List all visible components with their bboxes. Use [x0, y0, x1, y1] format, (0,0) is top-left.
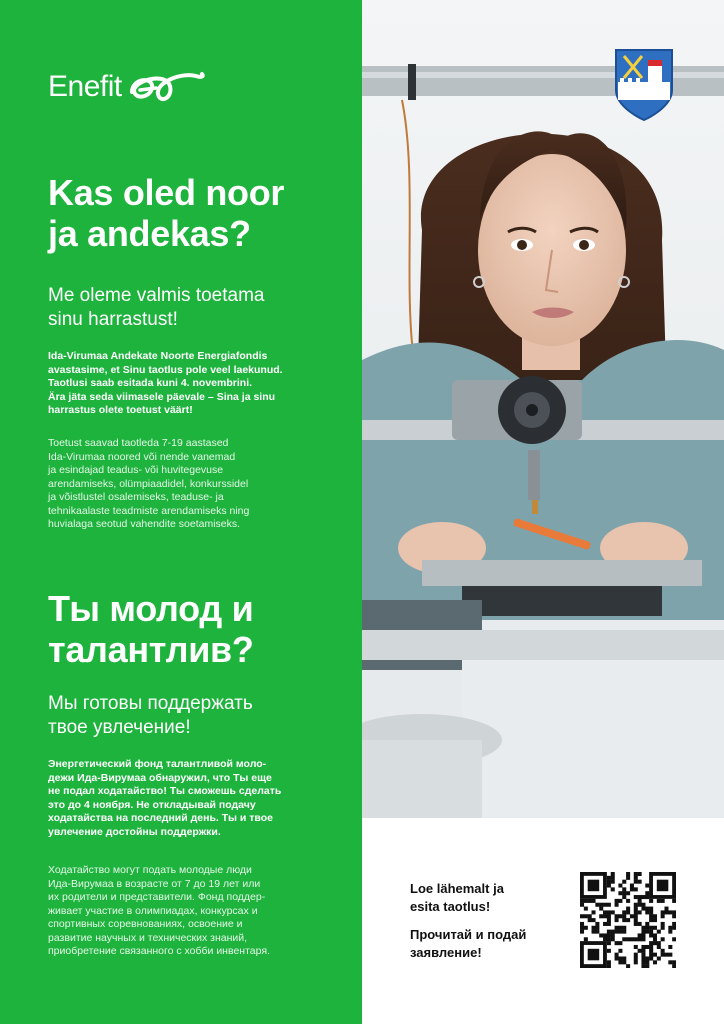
qr-code[interactable]	[580, 872, 676, 973]
et-bold-paragraph	[48, 350, 328, 418]
et-headline-line2: ja andekas?	[48, 213, 251, 254]
et-regular-line: ja võistlustel osalemiseks, teaduse- ja	[48, 491, 224, 503]
ru-regular-line: Ходатайство могут подать молодые люди	[48, 864, 252, 876]
ru-regular-line: приобретение связанного с хобби инвентаря.	[48, 945, 270, 957]
ru-bold-line: увлечение достойны поддержки.	[48, 825, 221, 838]
ru-bold-line: ходатайства на последний день. Ты и твое	[48, 812, 273, 824]
et-regular-paragraph	[48, 437, 328, 532]
ru-subheadline-line1: Мы готовы поддержать	[48, 693, 253, 714]
cta-et-line2: esita taotlus!	[410, 899, 491, 914]
ru-regular-line: их родители и представители. Фонд поддер-	[48, 891, 266, 903]
et-regular-line: huvialaga seotud vahendite soetamiseks.	[48, 518, 241, 530]
cta-panel	[362, 818, 724, 1024]
et-regular-line: tehnikaalaste teadmiste arendamiseks ning	[48, 504, 250, 517]
et-regular-line: Toetust saavad taotleda 7-19 aastased	[48, 437, 229, 449]
qr-code-icon[interactable]	[580, 872, 676, 968]
ru-bold-paragraph	[48, 758, 328, 839]
ru-bold-line: не подал ходатайство! Ты сможешь сделать	[48, 785, 282, 797]
ru-bold-line: дежи Ида-Вирумаа обнаружил, что Ты еще	[48, 771, 272, 784]
et-subheadline-line1: Me oleme valmis toetama	[48, 285, 265, 306]
et-regular-line: Ida-Virumaa noored või nende vanemad	[48, 450, 236, 463]
brand-name: Enefit	[48, 70, 122, 103]
et-bold-line: avastasime, et Sinu taotlus pole veel laekunud.	[48, 363, 283, 376]
et-bold-line: Ära jäta seda viimasele päevale – Sina ja sinu	[48, 390, 276, 403]
et-headline-line1: Kas oled noor	[48, 172, 285, 213]
ru-subheadline-line2: твое увлечение!	[48, 717, 191, 738]
enefit-logo	[48, 68, 206, 106]
et-regular-line: arendamiseks, olümpiaadidel, konkurssidel	[48, 477, 249, 490]
et-regular-line: ja esindajad teadus- või huvitegevuse	[48, 464, 224, 476]
et-bold-line: Ida-Virumaa Andekate Noorte Energiafondis	[48, 350, 268, 362]
et-bold-line: Taotlusi saab esitada kuni 4. novembrini.	[48, 377, 253, 389]
cta-ru-line2: заявление!	[410, 945, 482, 960]
ru-bold-line: это до 4 ноября. Не откладывай подачу	[48, 798, 256, 811]
ru-regular-line: развитие научных и технических знаний,	[48, 931, 248, 944]
enefit-swirl-icon	[126, 68, 206, 106]
ru-bold-line: Энергетический фонд талантливой моло-	[48, 758, 267, 770]
cta-et-line1: Loe lähemalt ja	[410, 881, 504, 896]
municipality-crest-icon	[614, 48, 674, 122]
hero-photo	[362, 0, 724, 818]
ru-regular-line: спортивных соревнованиях, освоение и	[48, 918, 243, 930]
et-subheadline-line2: sinu harrastust!	[48, 309, 178, 330]
ru-regular-paragraph	[48, 864, 328, 959]
ru-regular-line: Ида-Вирумаа в возрасте от 7 до 19 лет или	[48, 877, 261, 890]
ru-regular-line: живает участие в олимпиадах, конкурсах и	[48, 904, 258, 917]
ru-headline-line2: талантлив?	[48, 629, 254, 670]
et-bold-line: harrastus olete toetust väärt!	[48, 404, 193, 416]
ru-headline-line1: Ты молод и	[48, 588, 254, 629]
student-3d-printer-image	[362, 0, 724, 818]
cta-ru-line1: Прочитай и подай	[410, 927, 527, 942]
